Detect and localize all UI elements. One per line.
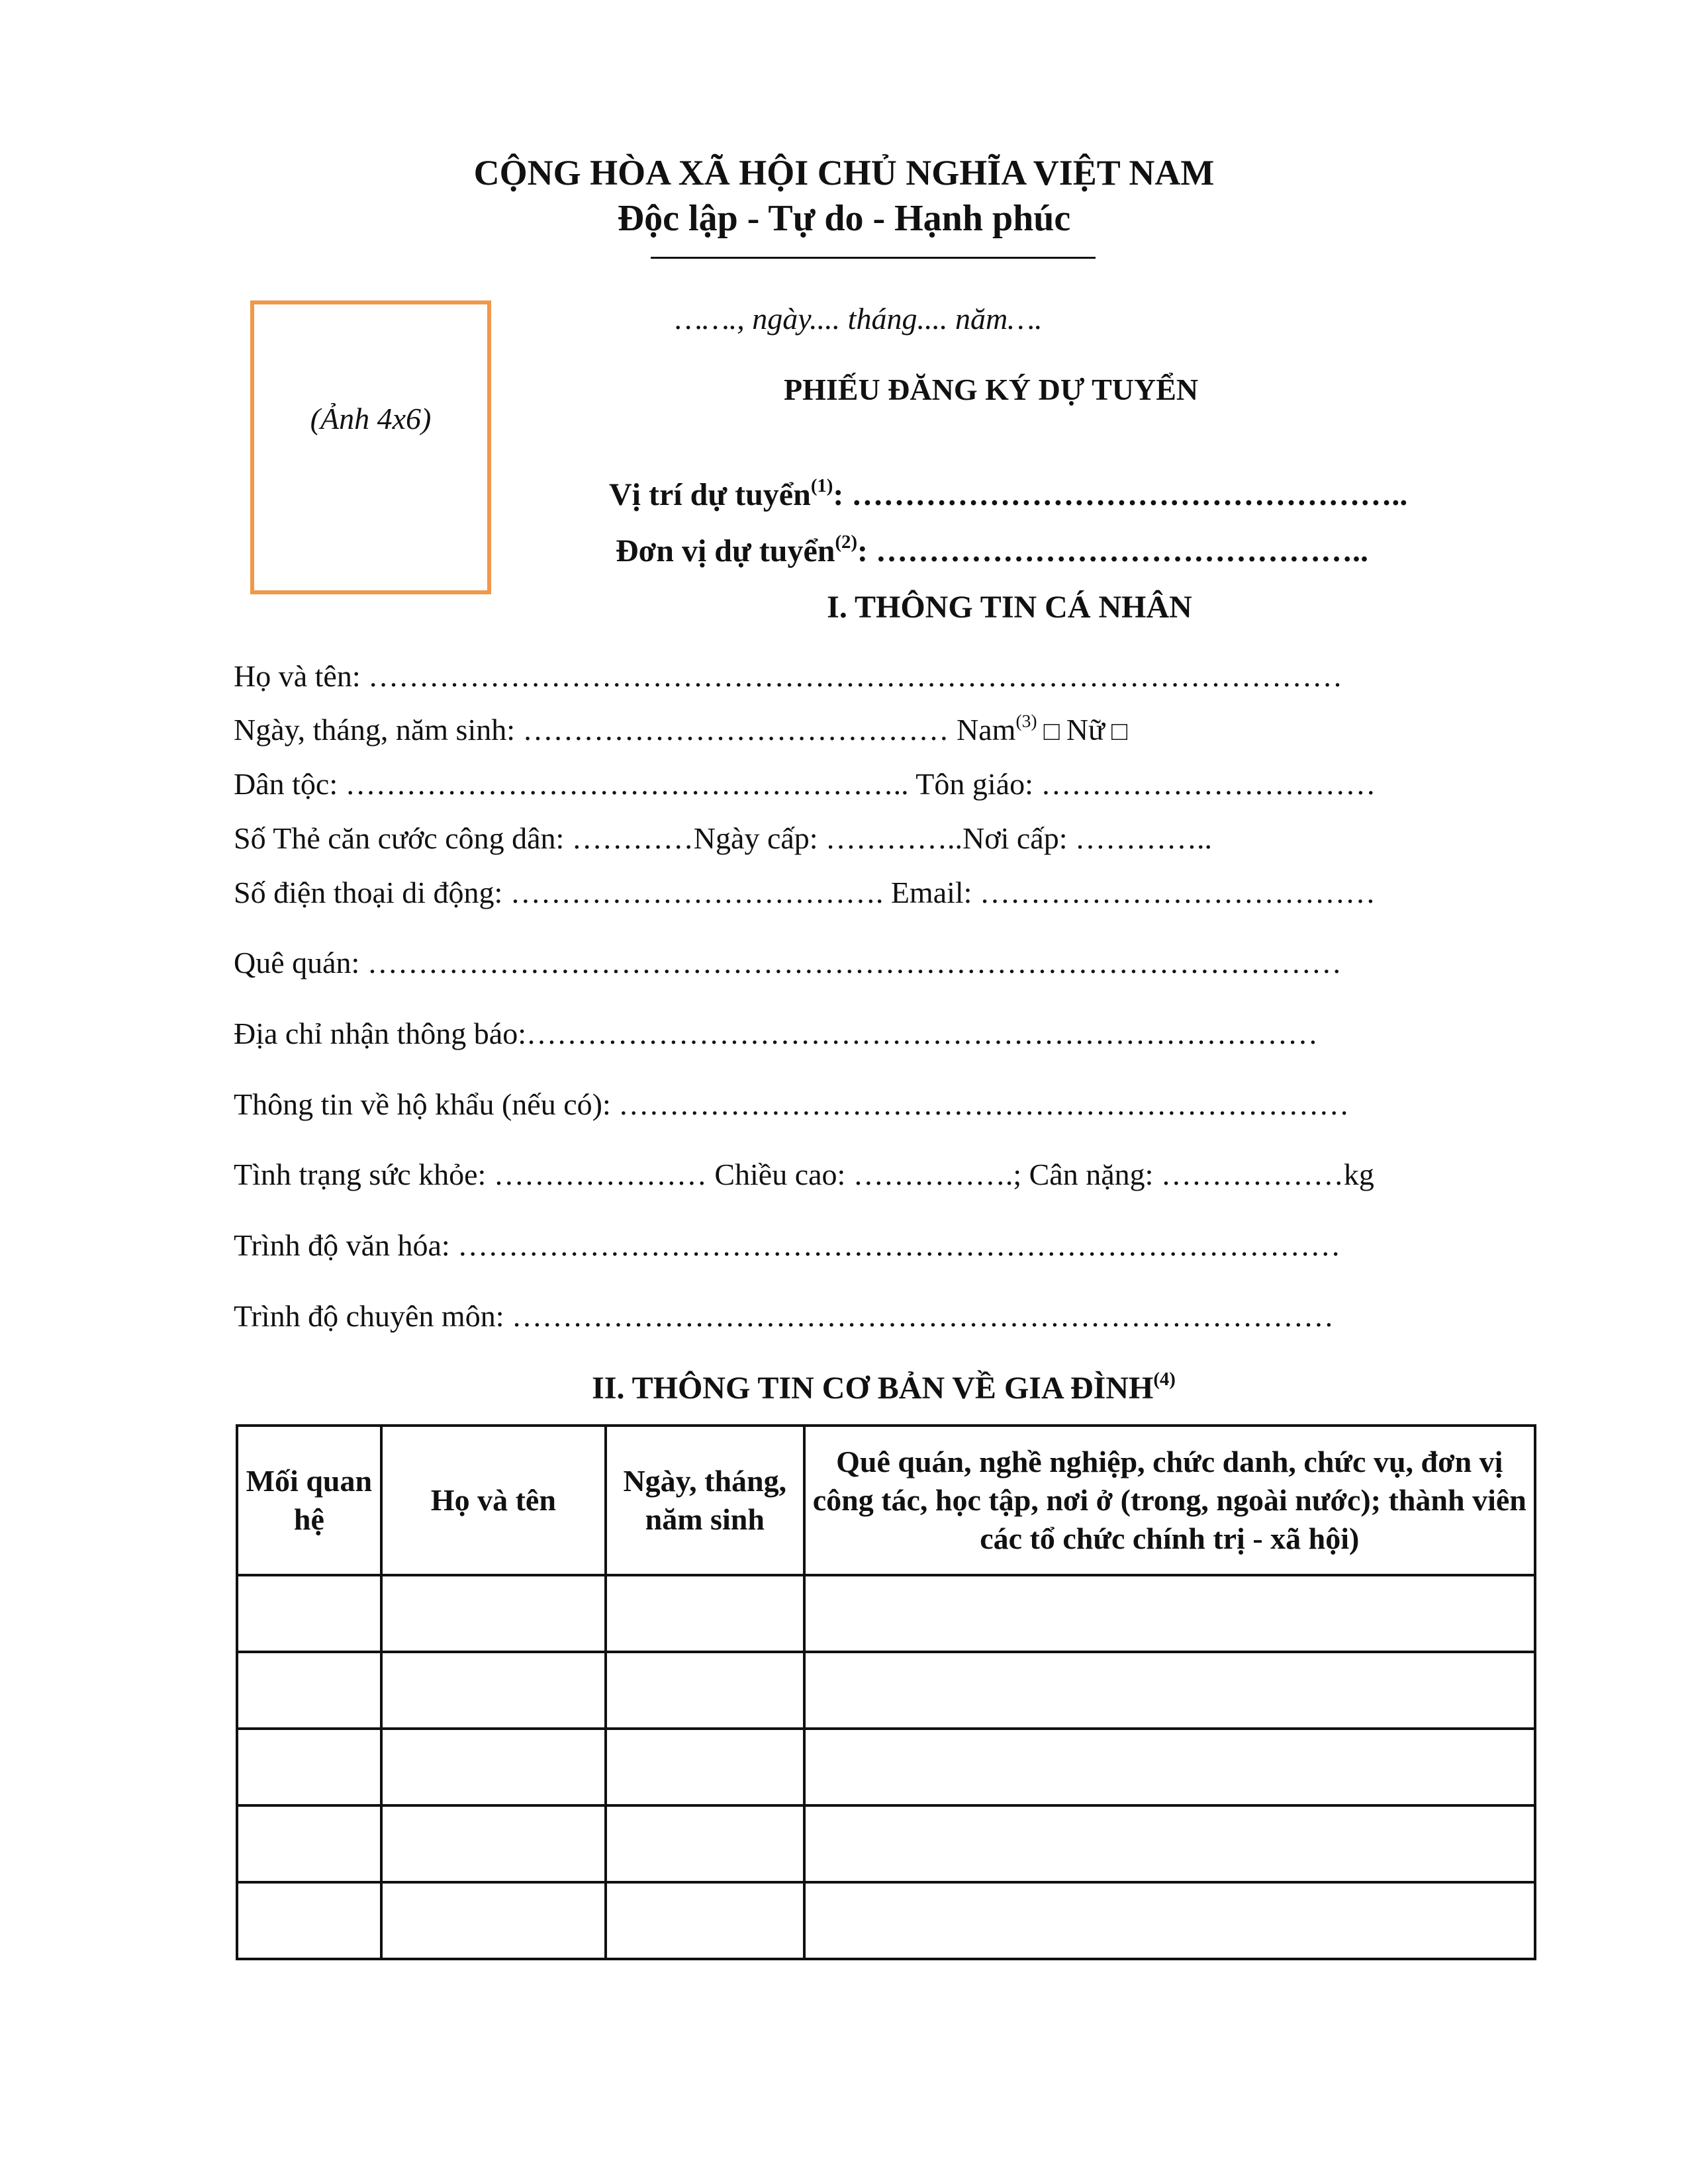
table-cell[interactable]	[606, 1729, 804, 1805]
family-footnote: (4)	[1153, 1368, 1176, 1390]
table-row	[237, 1652, 1535, 1729]
position-field	[609, 477, 1407, 513]
col-full-name: Họ và tên	[381, 1426, 606, 1575]
position-footnote: (1)	[810, 475, 833, 496]
health-field: Tình trạng sức khỏe: ………………… Chiều cao: …………….; Cân nặng: ………………kg	[234, 1158, 1374, 1191]
table-row	[237, 1729, 1535, 1805]
section-family-title	[0, 1370, 1688, 1406]
female-label: Nữ	[1066, 713, 1105, 747]
table-row	[237, 1575, 1535, 1652]
national-title: CỘNG HÒA XÃ HỘI CHỦ NGHĨA VIỆT NAM	[473, 153, 1215, 193]
national-motto: Độc lập - Tự do - Hạnh phúc	[617, 198, 1071, 239]
col-birth-date: Ngày, tháng, năm sinh	[606, 1426, 804, 1575]
female-checkbox[interactable]: □	[1104, 716, 1128, 746]
position-label: Vị trí dự tuyển	[609, 477, 811, 512]
table-row	[237, 1805, 1535, 1882]
section-personal-title: I. THÔNG TIN CÁ NHÂN	[827, 590, 1192, 625]
hometown-field: Quê quán: ……………………………………………………………………………………	[234, 946, 1342, 979]
col-relationship: Mối quan hệ	[237, 1426, 381, 1575]
table-cell[interactable]	[381, 1805, 606, 1882]
table-cell[interactable]	[237, 1652, 381, 1729]
table-cell[interactable]	[804, 1729, 1535, 1805]
table-cell[interactable]	[237, 1882, 381, 1959]
dob-text: Ngày, tháng, năm sinh: …………………………………… Nam	[234, 713, 1016, 747]
date-line: ……., ngày.... tháng.... năm….	[675, 302, 1043, 336]
photo-label: (Ảnh 4x6)	[310, 402, 432, 435]
ethnicity-religion-field: Dân tộc: ……………………………………………….. Tôn giáo: ……………………………	[234, 767, 1376, 801]
table-cell[interactable]	[237, 1805, 381, 1882]
table-cell[interactable]	[237, 1729, 381, 1805]
header-underline	[651, 257, 1096, 259]
table-cell[interactable]	[606, 1652, 804, 1729]
dob-field	[234, 712, 1127, 747]
unit-dots: : ………………………………………..	[857, 533, 1369, 569]
table-row	[237, 1882, 1535, 1959]
unit-footnote: (2)	[835, 531, 858, 553]
id-card-field: Số Thẻ căn cước công dân: …………Ngày cấp: …………..Nơi cấp: …………..	[234, 821, 1212, 855]
family-table	[236, 1424, 1536, 1960]
table-cell[interactable]	[606, 1575, 804, 1652]
address-field: Địa chỉ nhận thông báo:……………………………………………………………………	[234, 1017, 1319, 1050]
table-header-row	[237, 1426, 1535, 1575]
table-cell[interactable]	[804, 1882, 1535, 1959]
table-cell[interactable]	[237, 1575, 381, 1652]
table-cell[interactable]	[381, 1652, 606, 1729]
specialty-field: Trình độ chuyên môn: ………………………………………………………………………	[234, 1299, 1334, 1333]
photo-placeholder	[250, 300, 491, 594]
male-checkbox[interactable]: □	[1037, 716, 1066, 746]
table-cell[interactable]	[381, 1575, 606, 1652]
table-cell[interactable]	[804, 1805, 1535, 1882]
table-cell[interactable]	[381, 1729, 606, 1805]
position-dots: : ……………………………………………..	[833, 477, 1408, 512]
table-cell[interactable]	[381, 1882, 606, 1959]
unit-label: Đơn vị dự tuyển	[616, 533, 835, 569]
section-family-label: II. THÔNG TIN CƠ BẢN VỀ GIA ĐÌNH	[592, 1371, 1154, 1406]
table-cell[interactable]	[606, 1805, 804, 1882]
form-title: PHIẾU ĐĂNG KÝ DỰ TUYỂN	[784, 373, 1199, 406]
gender-footnote: (3)	[1015, 710, 1037, 731]
table-cell[interactable]	[804, 1575, 1535, 1652]
col-details: Quê quán, nghề nghiệp, chức danh, chức vụ, đơn vị công tác, học tập, nơi ở (trong, ngoài nước); thành viên các tổ chức chính trị - xã hội)	[804, 1426, 1535, 1575]
household-field: Thông tin về hộ khẩu (nếu có): ………………………………………………………………	[234, 1087, 1350, 1121]
education-field: Trình độ văn hóa: ……………………………………………………………………………	[234, 1228, 1341, 1262]
unit-field	[616, 533, 1368, 569]
full-name-field: Họ và tên: ……………………………………………………………………………………	[234, 659, 1343, 693]
table-cell[interactable]	[606, 1882, 804, 1959]
phone-email-field: Số điện thoại di động: ………………………………. Email: …………………………………	[234, 876, 1376, 909]
table-cell[interactable]	[804, 1652, 1535, 1729]
